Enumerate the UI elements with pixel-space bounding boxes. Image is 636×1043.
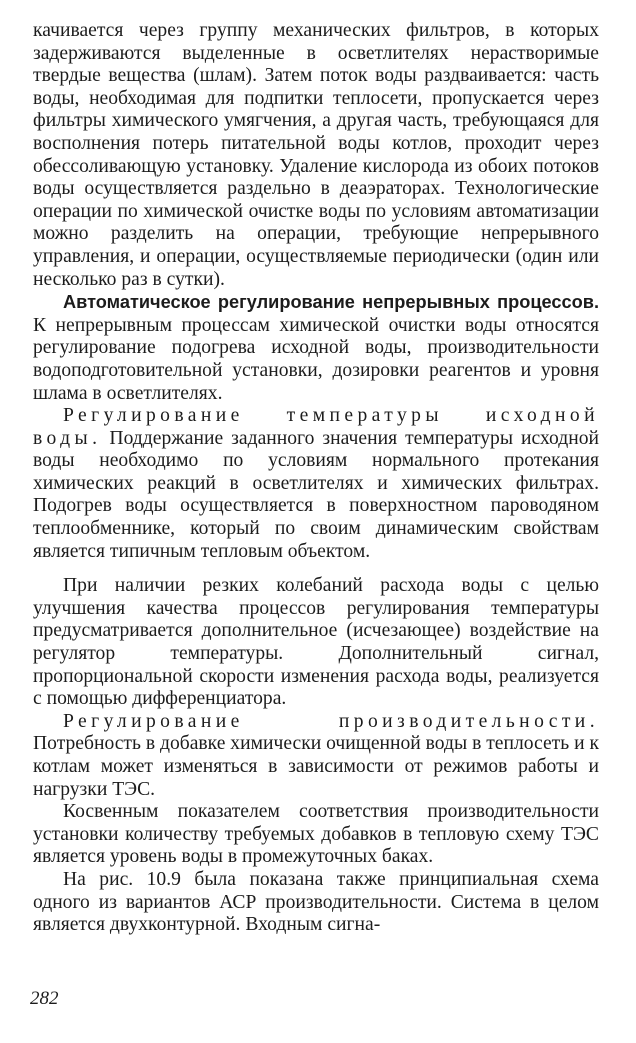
paragraph-text: Потребность в добавке химически очищенной воды в теплосеть и к котлам может изменяться в зависимости от режимов работы и нагрузки ТЭС. [33,733,599,800]
paragraph-continuous-processes [33,291,599,405]
section-heading-productivity: Регулирование производительности. [63,710,599,732]
paragraph-text: При наличии резких колебаний расхода воды с целью улучшения качества процессов регулирования температуры предусматривается дополнительное (исчезающее) воздействие на регулятор температуры. Дополнительный сигнал, пропорциональной скорости изменения расхода воды, реализуется с помощью дифференциатора. [33,575,599,710]
section-heading-continuous-processes: Автоматическое регулирование непрерывных процессов. [63,292,599,313]
paragraph-text: Поддержание заданного значения температуры исходной воды необходимо по условиям нормального протекания химических реакций в осветлителях и химических фильтрах. Подогрев воды осуществляется в поверхностном пароводяном теплообменнике, который по своим динамическим свойствам является типичным тепловым объектом. [33,427,599,562]
section-heading-temperature: Регулирование температуры исходной воды. [33,405,599,449]
paragraph-figure-reference [33,869,599,937]
paragraph-text: На рис. 10.9 была показана также принципиальная схема одного из вариантов АСР производительности. Система в целом является двухконтурной. Входным сигна- [33,868,599,936]
paragraph-intro [33,20,599,291]
paragraph-productivity [33,711,599,801]
paragraph-text: качивается через группу механических фильтров, в которых задерживаются выделенные в осветлителях нерастворимые твердые вещества (шлам). Затем поток воды раздваивается: часть воды, необходимая для подпитки теплосети, пропускается через фильтры химического умягчения, а другая часть, требующаяся для восполнения потерь питательной воды котлов, проходит через обессоливающую установку. Удаление кислорода из обоих потоков воды осуществляется раздельно в деаэраторах. Технологические операции по химической очистке воды по условиям автоматизации можно разделить на операции, требующие непрерывного управления, и операции, осуществляемые периодически (один или несколько раз в сутки). [33,20,599,290]
paragraph-flow-fluctuations [33,575,599,711]
paragraph-text: К непрерывным процессам химической очистки воды относятся регулирование подогрева исходной воды, производительности водоподготовительной установки, дозировки реагентов и уровня шлама в осветлителях. [33,314,599,404]
paragraph-text: Косвенным показателем соответствия производительности установки количеству требуемых добавков в тепловую схему ТЭС является уровень воды в промежуточных баках. [33,801,599,868]
book-page [33,20,599,1020]
page-number: 282 [30,988,59,1009]
paragraph-temperature [33,405,599,563]
paragraph-indirect-indicator [33,801,599,869]
